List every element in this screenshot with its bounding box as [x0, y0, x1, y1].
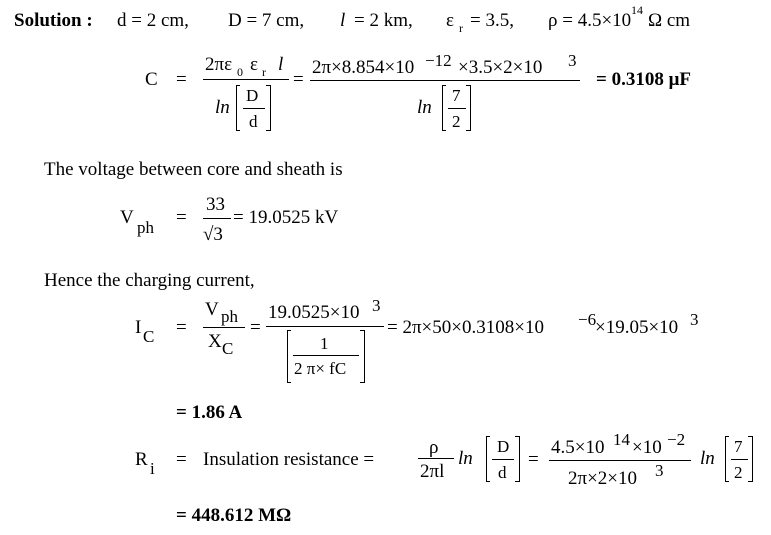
ri-bracket1-left [486, 436, 487, 482]
given-rho-unit: Ω cm [648, 10, 691, 31]
cap-den2-bot: 2 [452, 112, 461, 131]
ri-ln2-top: 7 [734, 437, 743, 456]
capacitance-lhs: C [145, 69, 158, 90]
ri-ln1: ln [458, 448, 473, 469]
given-eps-sub: r [459, 21, 463, 35]
given-D: D = 7 cm, [228, 10, 305, 31]
cap-num-a: 2πε [205, 54, 233, 75]
ri-f1-bar [418, 458, 454, 459]
ic-f1-bar [203, 327, 245, 328]
ri-ln1-top: D [497, 437, 510, 456]
ic-f2-den-top: 1 [320, 334, 329, 353]
vph-lhs: V [120, 207, 134, 228]
given-d: d = 2 cm, [117, 10, 189, 31]
cap-num-b-mid: ×3.5×2×10 [458, 57, 543, 78]
cap-result: = 0.3108 μF [596, 69, 691, 90]
given-l-value: = 2 km, [354, 10, 413, 31]
ri-sub: i [150, 459, 155, 478]
cap-num-b-exp1: −12 [425, 51, 452, 70]
cap-frac1-bar [203, 79, 289, 80]
ri-lhs: R [135, 449, 148, 470]
vph-result: = 19.0525 kV [233, 207, 339, 228]
ri-ln2: ln [700, 448, 715, 469]
cap-den2-top: 7 [452, 86, 461, 105]
cap-den-bot: d [249, 112, 258, 131]
ri-f2-num-exp2: −2 [667, 430, 686, 449]
ic-rhs-exp1: −6 [578, 310, 597, 329]
vph-frac-bar [203, 218, 231, 219]
vph-num: 33 [206, 194, 225, 215]
ri-bracket2-right [752, 436, 753, 482]
ri-f2-den: 2π×2×10 [568, 468, 638, 489]
ic-rhs: = 2π×50×0.3108×10 [387, 317, 544, 338]
ri-bracket2-left [725, 436, 726, 482]
ic-f2-den-bot: 2 π× fC [294, 359, 347, 378]
ic-rhs-mid: ×19.05×10 [595, 317, 679, 338]
ri-f2-bar [549, 460, 691, 461]
ri-f2-num: 4.5×10 [551, 437, 605, 458]
ri-bracket1-right [519, 436, 520, 482]
ri-f1-den: 2πl [420, 461, 445, 482]
cap-den-ln: ln [215, 97, 230, 118]
ri-eq2: = [528, 449, 539, 470]
vph-sub: ph [137, 218, 154, 237]
ic-result: = 1.86 A [176, 402, 243, 423]
given-eps-symbol: ε [446, 10, 454, 31]
cap-num-a-l: l [278, 54, 284, 75]
vph-eq: = [176, 207, 187, 228]
cap-num-b-exp2: 3 [568, 51, 577, 70]
ic-f1-num-sub: ph [221, 307, 238, 326]
ic-f1-den: X [208, 331, 222, 352]
current-text: Hence the charging current, [44, 270, 255, 291]
cap-bracket2-right [470, 85, 471, 131]
ic-f1-num: V [205, 299, 219, 320]
ri-f1-num: ρ [429, 437, 439, 458]
cap-den-top: D [246, 86, 259, 105]
ic-eq: = [176, 317, 187, 338]
ri-f2-den-exp: 3 [655, 461, 664, 480]
ic-eq2: = [250, 317, 261, 338]
cap-eq2: = [293, 69, 304, 90]
ic-lhs: I [135, 317, 142, 338]
ri-result: = 448.612 MΩ [176, 505, 292, 526]
ri-f2-num-mid: ×10 [632, 437, 662, 458]
voltage-text: The voltage between core and sheath is [44, 159, 343, 180]
ri-ln1-bot: d [498, 463, 507, 482]
vph-den: √3 [203, 224, 223, 245]
ic-bracket-right [364, 330, 365, 383]
cap-bracket1-right [270, 85, 271, 131]
cap-den2-ln: ln [417, 97, 432, 118]
cap-num-b: 2π×8.854×10 [312, 57, 415, 78]
cap-bracket2-left [442, 85, 443, 131]
solution-label: Solution : [14, 10, 93, 31]
ic-rhs-exp2: 3 [690, 310, 699, 329]
given-l-symbol: l [340, 10, 346, 31]
ri-ln2-bot: 2 [734, 463, 743, 482]
ri-eq: = [176, 449, 187, 470]
cap-frac2-bar [310, 80, 580, 81]
capacitance-eq: = [176, 69, 187, 90]
ic-f1-den-sub: C [222, 339, 234, 358]
ic-f2-num-exp: 3 [372, 296, 381, 315]
given-eps-value: = 3.5, [470, 10, 514, 31]
given-rho-exp: 14 [631, 3, 643, 17]
ri-f2-num-exp1: 14 [613, 430, 630, 449]
ic-f2-bar [266, 326, 384, 327]
ri-label: Insulation resistance = [203, 449, 375, 470]
given-rho: ρ = 4.5×10 [548, 10, 632, 31]
cap-bracket1-left [236, 85, 237, 131]
cap-num-a-subr: r [262, 65, 266, 79]
ic-f2-num: 19.0525×10 [268, 302, 360, 323]
cap-num-a-eps: ε [250, 54, 258, 75]
ic-sub: C [143, 327, 155, 346]
ic-bracket-left [287, 330, 288, 383]
cap-num-a-sub0: 0 [237, 65, 243, 79]
